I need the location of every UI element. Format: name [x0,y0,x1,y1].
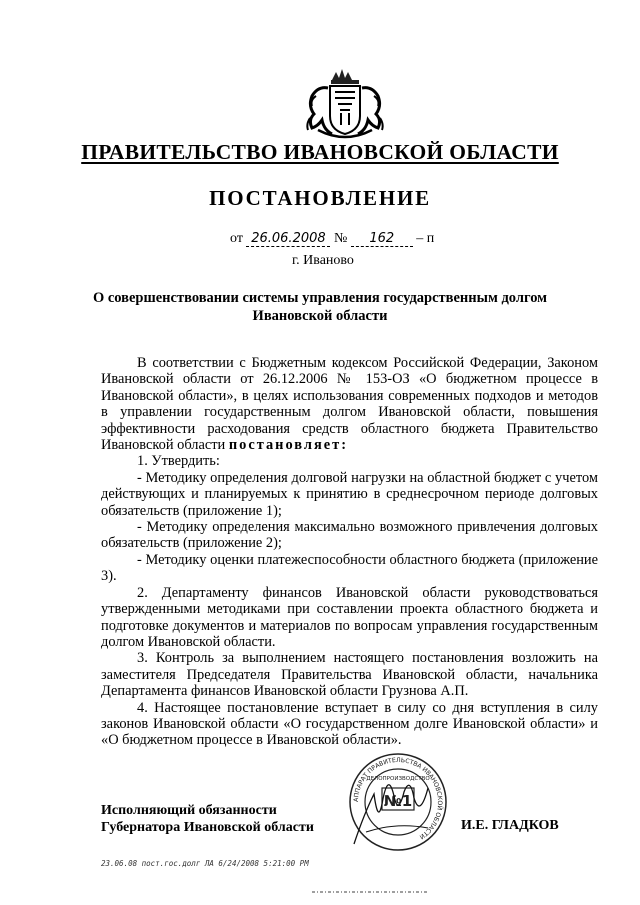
seal-inner-text: ДЕЛОПРОИЗВОДСТВО [366,776,430,782]
handwritten-date: 26.06.2008 [246,231,330,247]
subject-line-2: Ивановской области [252,308,388,324]
decree-word: постановляет: [228,437,348,454]
item-1a: - Методику определения долговой нагрузки на областной бюджет с учетом действующих и планируемых к принятию в среднесрочном периоде долговых обязательств (приложение 1); [101,469,598,519]
government-title: ПРАВИТЕЛЬСТВО ИВАНОВСКОЙ ОБЛАСТИ [81,140,559,164]
number-suffix: – п [416,231,435,246]
preamble-paragraph: В соответствии с Бюджетным кодексом Российской Федерации, Законом Ивановской области от 26.12.2006 № 153-ОЗ «О бюджетном процессе в Ивановской области», в целях использования современных подходов и методов в управлении государственным долгом Ивановской области, повышения эффективности расходования средств областного бюджета Правительство Ивановской области постановляет: [101,355,598,454]
signatory-name: И.Е. ГЛАДКОВ [461,818,559,833]
document-body [101,355,598,749]
dateline [230,231,434,247]
scan-artifact [312,889,427,894]
seal-outer-text: АППАРАТ ПРАВИТЕЛЬСТВА ИВАНОВСКОЙ ОБЛАСТИ [352,756,444,841]
official-seal-icon [346,748,450,856]
document-type: ПОСТАНОВЛЕНИЕ [209,186,431,210]
document-subject [80,289,560,325]
item-1c: - Методику оценки платежеспособности областного бюджета (приложение 3). [101,551,598,585]
city: г. Иваново [292,253,354,268]
item-3: 3. Контроль за выполнением настоящего постановления возложить на заместителя Председателя Правительства Ивановской области, начальника Департамента финансов Ивановской области Грузнова А.П. [101,650,598,700]
item-2: 2. Департаменту финансов Ивановской области руководствоваться утвержденными методиками при составлении проекта областного бюджета и подготовке документов и материалов по вопросам управления государственным долгом Ивановской области. [101,584,598,650]
seal-number: №1 [383,792,413,810]
signatory-position: Исполняющий обязанности Губернатора Ивановской области [101,803,314,835]
item-1b: - Методику определения максимально возможного привлечения долговых обязательств (приложение 2); [101,519,598,552]
subject-line-1: О совершенствовании системы управления государственным долгом [92,290,548,306]
coat-of-arms-icon [302,66,388,146]
number-label: № [333,231,348,246]
item-1: 1. Утвердить: [137,453,220,470]
date-from-label: от [230,231,243,246]
handwritten-number: 162 [351,231,413,247]
item-4: 4. Настоящее постановление вступает в силу со дня вступления в силу законов Ивановской области «О государственном долге Ивановской области» и «О бюджетном процессе в Ивановской области». [101,699,598,749]
file-footer-note: 23.06.08 пост.гос.долг ЛА 6/24/2008 5:21:00 PM [101,859,309,868]
